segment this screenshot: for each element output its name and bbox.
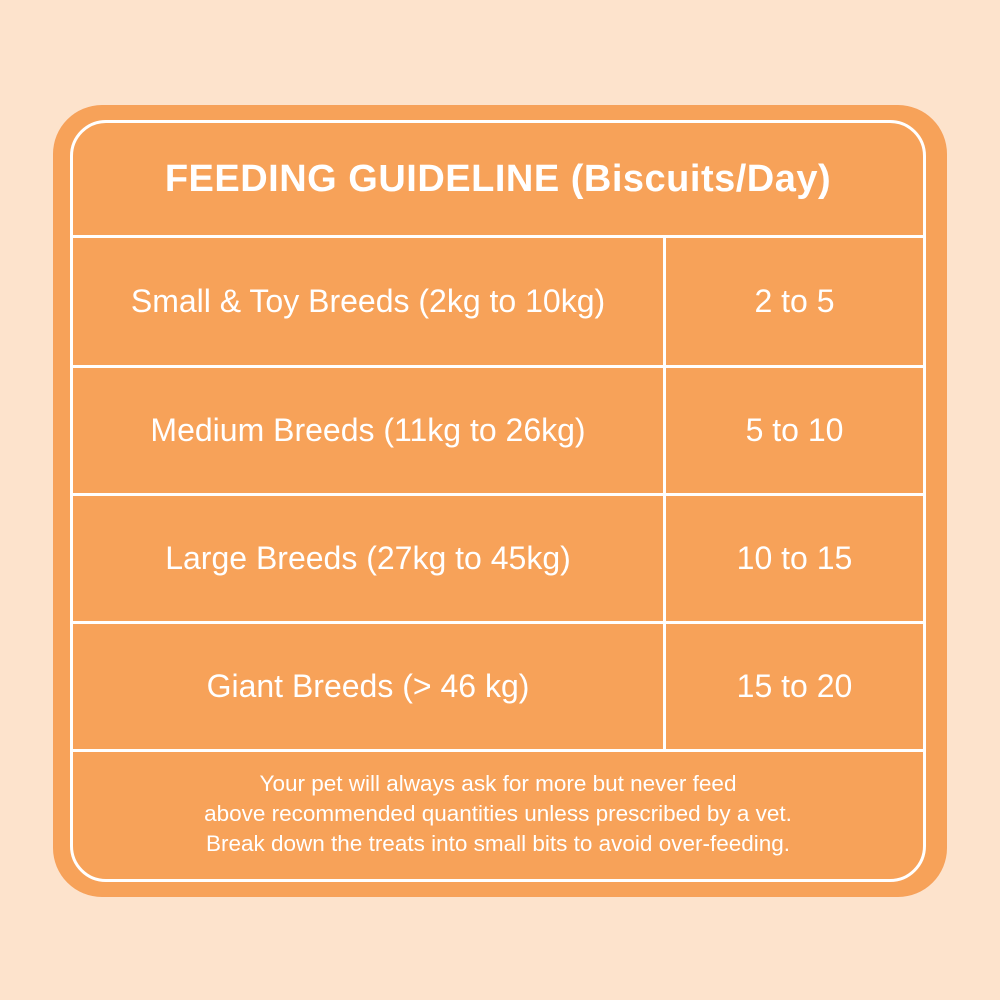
quantity-cell: 2 to 5 [754, 283, 835, 319]
quantity-cell: 10 to 15 [736, 540, 853, 576]
note-line: above recommended quantities unless prescribed by a vet. [204, 801, 792, 826]
table-title: FEEDING GUIDELINE (Biscuits/Day) [73, 123, 923, 238]
feeding-guideline-table [70, 120, 926, 882]
table-row [73, 238, 923, 368]
feeding-guideline-card [54, 106, 946, 896]
table-row [73, 496, 923, 624]
feeding-note [73, 749, 923, 879]
table-body [73, 238, 923, 752]
quantity-cell: 15 to 20 [736, 668, 853, 704]
table-row [73, 368, 923, 496]
table-row [73, 624, 923, 752]
breed-cell: Large Breeds (27kg to 45kg) [73, 496, 666, 621]
quantity-cell: 5 to 10 [745, 412, 844, 448]
breed-cell: Small & Toy Breeds (2kg to 10kg) [73, 238, 666, 365]
breed-cell: Giant Breeds (> 46 kg) [73, 624, 666, 749]
note-line: Break down the treats into small bits to avoid over-feeding. [205, 831, 791, 856]
breed-cell: Medium Breeds (11kg to 26kg) [73, 368, 666, 493]
note-line: Your pet will always ask for more but never feed [259, 771, 737, 796]
